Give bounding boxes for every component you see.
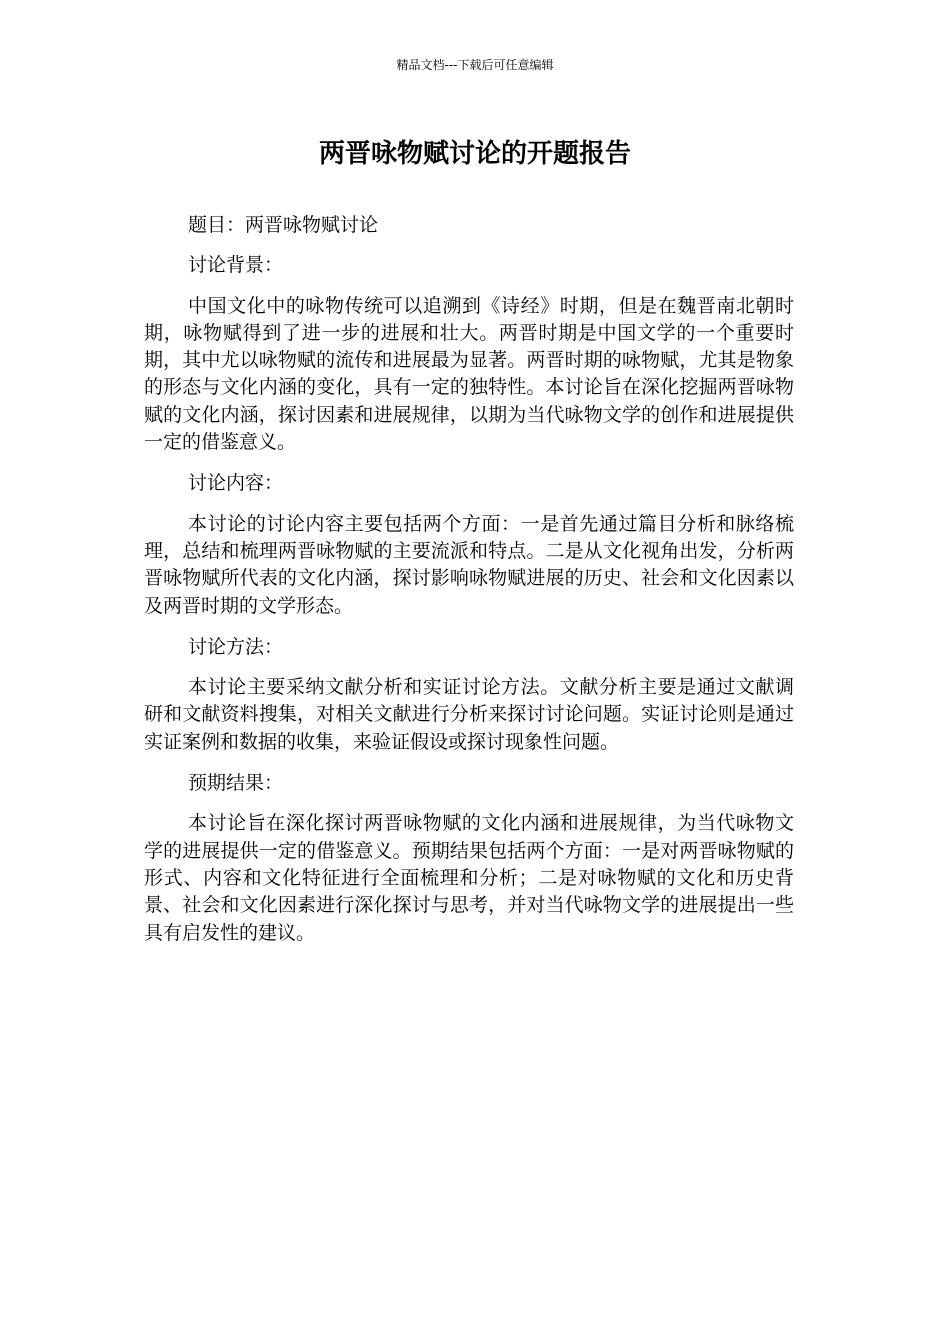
section-heading-content: 讨论内容：	[188, 472, 284, 495]
document-title: 两晋咏物赋讨论的开题报告	[318, 139, 631, 169]
section-heading-background: 讨论背景：	[188, 254, 284, 277]
section-paragraph-expected-results: 本讨论旨在深化探讨两晋咏物赋的文化内涵和进展规律，为当代咏物文学的进展提供一定的借鉴意义。预期结果包括两个方面：一是对两晋咏物赋的形式、内容和文化特征进行全面梳理和分析；二是对咏物赋的文化和历史背景、社会和文化因素进行深化探讨与思考，并对当代咏物文学的进展提出一些具有启发性的建议。	[144, 812, 794, 944]
section-paragraph-method: 本讨论主要采纳文献分析和实证讨论方法。文献分析主要是通过文献调研和文献资料搜集，对相关文献进行分析来探讨讨论问题。实证讨论则是通过实证案例和数据的收集，来验证假设或探讨现象性问题。	[144, 676, 794, 753]
section-paragraph-content: 本讨论的讨论内容主要包括两个方面：一是首先通过篇目分析和脉络梳理，总结和梳理两晋咏物赋的主要流派和特点。二是从文化视角出发，分析两晋咏物赋所代表的文化内涵，探讨影响咏物赋进展的历史、社会和文化因素以及两晋时期的文学形态。	[144, 512, 794, 617]
topic-line: 题目：两晋咏物赋讨论	[188, 214, 379, 236]
section-paragraph-background: 中国文化中的咏物传统可以追溯到《诗经》时期，但是在魏晋南北朝时期，咏物赋得到了进一步的进展和壮大。两晋时期是中国文学的一个重要时期，其中尤以咏物赋的流传和进展最为显著。两晋时期的咏物赋，尤其是物象的形态与文化内涵的变化，具有一定的独特性。本讨论旨在深化挖掘两晋咏物赋的文化内涵，探讨因素和进展规律，以期为当代咏物文学的创作和进展提供一定的借鉴意义。	[144, 294, 794, 454]
document-body	[144, 212, 794, 947]
section-heading-expected-results: 预期结果：	[188, 772, 284, 795]
header-note: 精品文档---下载后可任意编辑	[396, 58, 554, 72]
section-heading-method: 讨论方法：	[188, 635, 284, 658]
